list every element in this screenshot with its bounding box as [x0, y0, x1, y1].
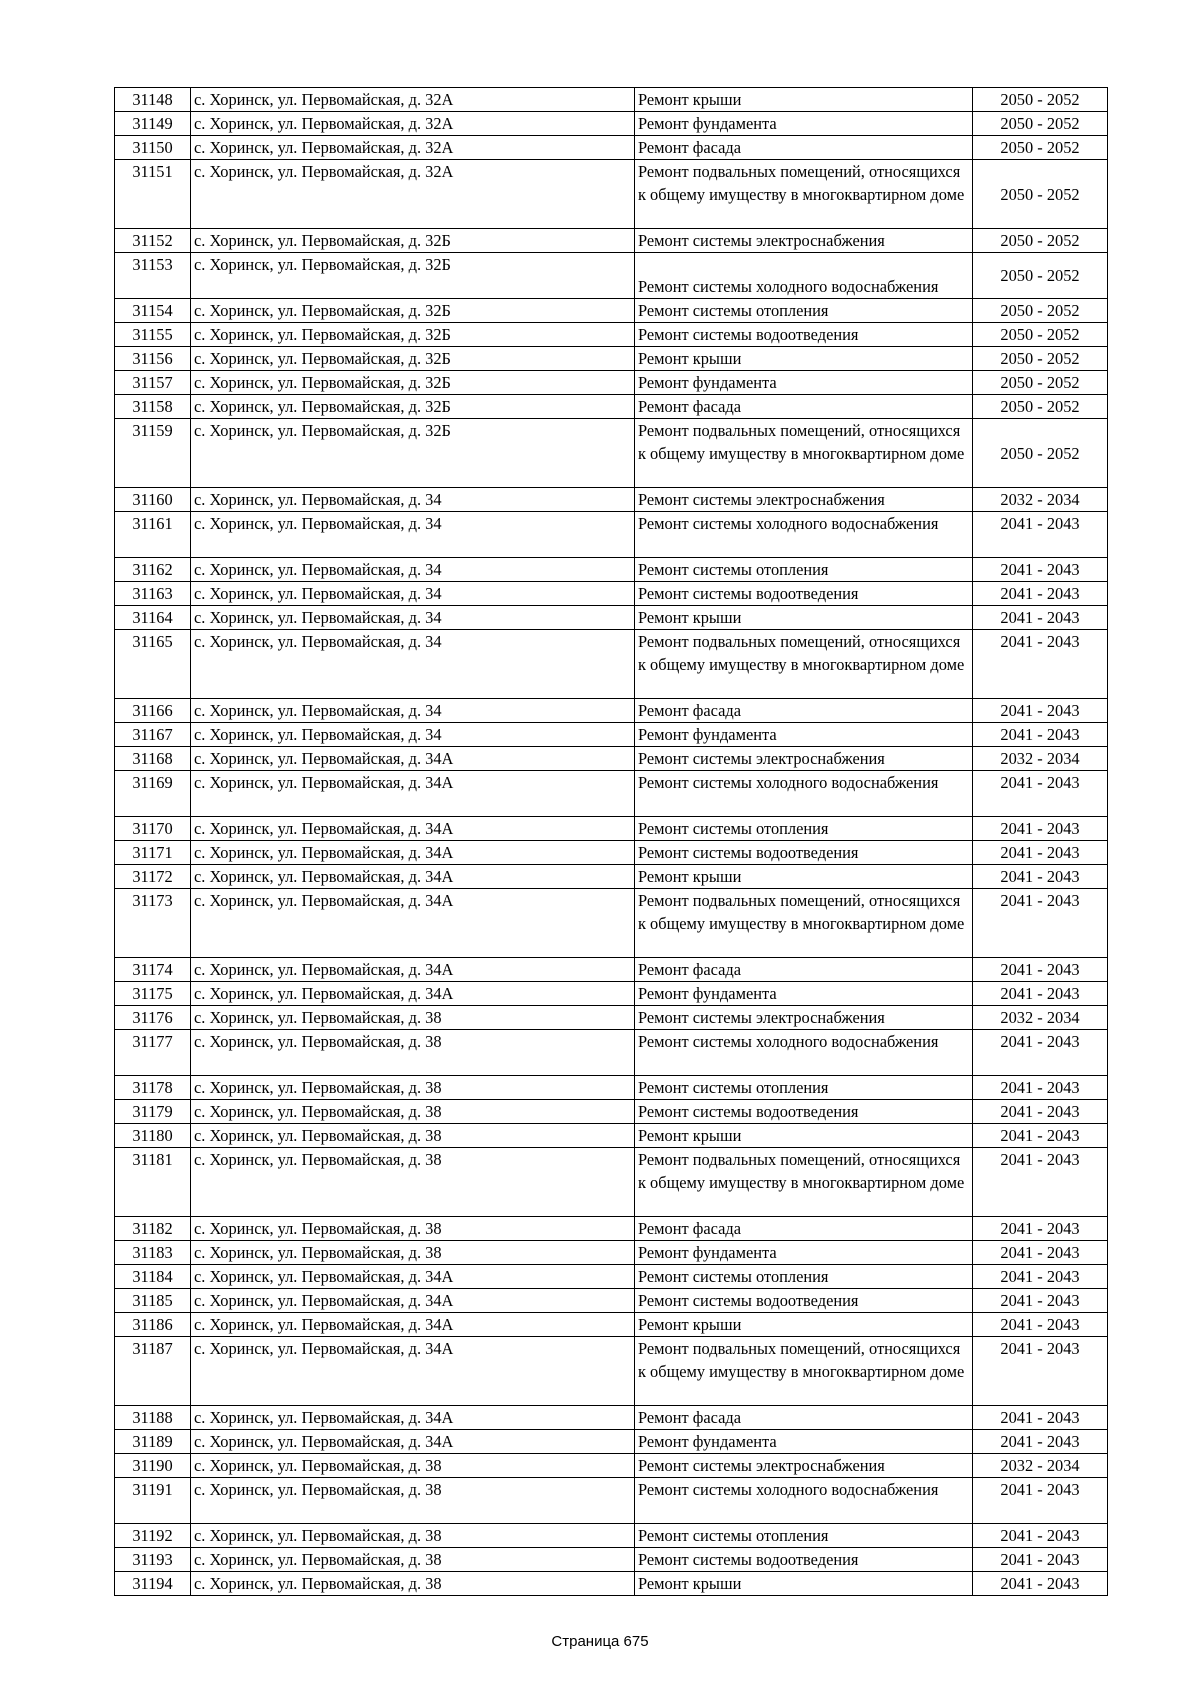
row-number-cell: 31176 [115, 1006, 191, 1030]
period-cell: 2032 - 2034 [973, 1454, 1108, 1478]
table-row [115, 723, 1108, 747]
table-row [115, 299, 1108, 323]
table-row [115, 1406, 1108, 1430]
work-type-cell: Ремонт подвальных помещений, относящихся к общему имуществу в многоквартирном доме [635, 160, 973, 229]
work-type-cell: Ремонт системы отопления [635, 817, 973, 841]
work-type-cell: Ремонт системы электроснабжения [635, 488, 973, 512]
address-cell: с. Хоринск, ул. Первомайская, д. 34 [191, 723, 635, 747]
work-type-cell: Ремонт фасада [635, 395, 973, 419]
row-number-cell: 31182 [115, 1217, 191, 1241]
row-number-cell: 31164 [115, 606, 191, 630]
address-cell: с. Хоринск, ул. Первомайская, д. 32Б [191, 299, 635, 323]
period-cell: 2041 - 2043 [973, 1572, 1108, 1596]
address-cell: с. Хоринск, ул. Первомайская, д. 34 [191, 512, 635, 558]
work-type-cell: Ремонт подвальных помещений, относящихся к общему имуществу в многоквартирном доме [635, 1148, 973, 1217]
address-cell: с. Хоринск, ул. Первомайская, д. 32Б [191, 323, 635, 347]
address-cell: с. Хоринск, ул. Первомайская, д. 34А [191, 1406, 635, 1430]
row-number-cell: 31189 [115, 1430, 191, 1454]
table-row [115, 419, 1108, 488]
period-cell: 2050 - 2052 [973, 112, 1108, 136]
row-number-cell: 31156 [115, 347, 191, 371]
row-number-cell: 31148 [115, 88, 191, 112]
table-row [115, 1524, 1108, 1548]
work-type-cell: Ремонт крыши [635, 606, 973, 630]
repair-schedule-body [115, 88, 1108, 1596]
period-cell: 2041 - 2043 [973, 771, 1108, 817]
table-row [115, 558, 1108, 582]
period-cell: 2041 - 2043 [973, 1524, 1108, 1548]
period-cell: 2041 - 2043 [973, 1100, 1108, 1124]
address-cell: с. Хоринск, ул. Первомайская, д. 38 [191, 1030, 635, 1076]
period-cell: 2032 - 2034 [973, 747, 1108, 771]
row-number-cell: 31168 [115, 747, 191, 771]
period-cell: 2041 - 2043 [973, 1406, 1108, 1430]
period-cell: 2050 - 2052 [973, 160, 1108, 229]
period-cell: 2041 - 2043 [973, 841, 1108, 865]
table-row [115, 1030, 1108, 1076]
address-cell: с. Хоринск, ул. Первомайская, д. 32А [191, 88, 635, 112]
work-type-cell: Ремонт системы отопления [635, 1076, 973, 1100]
table-row [115, 512, 1108, 558]
row-number-cell: 31173 [115, 889, 191, 958]
row-number-cell: 31165 [115, 630, 191, 699]
address-cell: с. Хоринск, ул. Первомайская, д. 38 [191, 1217, 635, 1241]
work-type-cell: Ремонт фасада [635, 136, 973, 160]
work-type-cell: Ремонт фундамента [635, 982, 973, 1006]
work-type-cell: Ремонт системы водоотведения [635, 1289, 973, 1313]
period-cell: 2041 - 2043 [973, 558, 1108, 582]
row-number-cell: 31163 [115, 582, 191, 606]
period-cell: 2041 - 2043 [973, 1241, 1108, 1265]
row-number-cell: 31184 [115, 1265, 191, 1289]
table-row [115, 136, 1108, 160]
row-number-cell: 31193 [115, 1548, 191, 1572]
row-number-cell: 31178 [115, 1076, 191, 1100]
row-number-cell: 31153 [115, 253, 191, 299]
address-cell: с. Хоринск, ул. Первомайская, д. 32Б [191, 395, 635, 419]
period-cell: 2041 - 2043 [973, 1076, 1108, 1100]
address-cell: с. Хоринск, ул. Первомайская, д. 38 [191, 1100, 635, 1124]
row-number-cell: 31180 [115, 1124, 191, 1148]
address-cell: с. Хоринск, ул. Первомайская, д. 34А [191, 958, 635, 982]
row-number-cell: 31175 [115, 982, 191, 1006]
period-cell: 2041 - 2043 [973, 1430, 1108, 1454]
table-row [115, 229, 1108, 253]
period-cell: 2050 - 2052 [973, 136, 1108, 160]
period-cell: 2041 - 2043 [973, 1217, 1108, 1241]
row-number-cell: 31179 [115, 1100, 191, 1124]
work-type-cell: Ремонт системы водоотведения [635, 582, 973, 606]
address-cell: с. Хоринск, ул. Первомайская, д. 38 [191, 1572, 635, 1596]
period-cell: 2041 - 2043 [973, 1548, 1108, 1572]
table-row [115, 1478, 1108, 1524]
work-type-cell: Ремонт системы электроснабжения [635, 229, 973, 253]
address-cell: с. Хоринск, ул. Первомайская, д. 34А [191, 771, 635, 817]
period-cell: 2041 - 2043 [973, 582, 1108, 606]
table-row [115, 630, 1108, 699]
address-cell: с. Хоринск, ул. Первомайская, д. 34 [191, 582, 635, 606]
table-row [115, 606, 1108, 630]
table-row [115, 865, 1108, 889]
address-cell: с. Хоринск, ул. Первомайская, д. 38 [191, 1524, 635, 1548]
period-cell: 2041 - 2043 [973, 1313, 1108, 1337]
row-number-cell: 31190 [115, 1454, 191, 1478]
period-cell: 2050 - 2052 [973, 419, 1108, 488]
address-cell: с. Хоринск, ул. Первомайская, д. 38 [191, 1241, 635, 1265]
row-number-cell: 31166 [115, 699, 191, 723]
work-type-cell: Ремонт фасада [635, 958, 973, 982]
work-type-cell: Ремонт подвальных помещений, относящихся к общему имуществу в многоквартирном доме [635, 1337, 973, 1406]
period-cell: 2041 - 2043 [973, 1148, 1108, 1217]
work-type-cell: Ремонт системы холодного водоснабжения [635, 1030, 973, 1076]
work-type-cell: Ремонт фундамента [635, 371, 973, 395]
table-row [115, 1217, 1108, 1241]
work-type-cell: Ремонт системы отопления [635, 1524, 973, 1548]
work-type-cell: Ремонт системы электроснабжения [635, 1454, 973, 1478]
work-type-cell: Ремонт подвальных помещений, относящихся к общему имуществу в многоквартирном доме [635, 419, 973, 488]
table-row [115, 841, 1108, 865]
row-number-cell: 31151 [115, 160, 191, 229]
period-cell: 2041 - 2043 [973, 817, 1108, 841]
address-cell: с. Хоринск, ул. Первомайская, д. 38 [191, 1478, 635, 1524]
work-type-cell: Ремонт подвальных помещений, относящихся к общему имуществу в многоквартирном доме [635, 630, 973, 699]
row-number-cell: 31159 [115, 419, 191, 488]
period-cell: 2041 - 2043 [973, 1124, 1108, 1148]
row-number-cell: 31152 [115, 229, 191, 253]
table-row [115, 1430, 1108, 1454]
table-row [115, 1265, 1108, 1289]
row-number-cell: 31194 [115, 1572, 191, 1596]
address-cell: с. Хоринск, ул. Первомайская, д. 34 [191, 488, 635, 512]
table-row [115, 395, 1108, 419]
address-cell: с. Хоринск, ул. Первомайская, д. 32А [191, 136, 635, 160]
row-number-cell: 31172 [115, 865, 191, 889]
row-number-cell: 31170 [115, 817, 191, 841]
repair-schedule-table [114, 87, 1108, 1596]
row-number-cell: 31191 [115, 1478, 191, 1524]
table-row [115, 1454, 1108, 1478]
address-cell: с. Хоринск, ул. Первомайская, д. 32А [191, 112, 635, 136]
table-row [115, 88, 1108, 112]
period-cell: 2041 - 2043 [973, 606, 1108, 630]
row-number-cell: 31167 [115, 723, 191, 747]
work-type-cell: Ремонт фасада [635, 699, 973, 723]
address-cell: с. Хоринск, ул. Первомайская, д. 38 [191, 1006, 635, 1030]
address-cell: с. Хоринск, ул. Первомайская, д. 32А [191, 160, 635, 229]
address-cell: с. Хоринск, ул. Первомайская, д. 34 [191, 699, 635, 723]
period-cell: 2050 - 2052 [973, 395, 1108, 419]
row-number-cell: 31186 [115, 1313, 191, 1337]
period-cell: 2050 - 2052 [973, 229, 1108, 253]
row-number-cell: 31150 [115, 136, 191, 160]
row-number-cell: 31174 [115, 958, 191, 982]
period-cell: 2050 - 2052 [973, 88, 1108, 112]
row-number-cell: 31171 [115, 841, 191, 865]
row-number-cell: 31155 [115, 323, 191, 347]
address-cell: с. Хоринск, ул. Первомайская, д. 32Б [191, 253, 635, 299]
table-row [115, 1100, 1108, 1124]
work-type-cell: Ремонт системы отопления [635, 299, 973, 323]
table-row [115, 1337, 1108, 1406]
address-cell: с. Хоринск, ул. Первомайская, д. 34А [191, 889, 635, 958]
table-row [115, 1289, 1108, 1313]
row-number-cell: 31169 [115, 771, 191, 817]
table-row [115, 253, 1108, 299]
table-row [115, 1241, 1108, 1265]
work-type-cell: Ремонт системы электроснабжения [635, 747, 973, 771]
table-row [115, 371, 1108, 395]
period-cell: 2041 - 2043 [973, 958, 1108, 982]
table-row [115, 747, 1108, 771]
address-cell: с. Хоринск, ул. Первомайская, д. 32Б [191, 419, 635, 488]
period-cell: 2032 - 2034 [973, 1006, 1108, 1030]
work-type-cell: Ремонт системы холодного водоснабжения [635, 1478, 973, 1524]
table-row [115, 699, 1108, 723]
address-cell: с. Хоринск, ул. Первомайская, д. 34А [191, 1337, 635, 1406]
period-cell: 2050 - 2052 [973, 371, 1108, 395]
row-number-cell: 31149 [115, 112, 191, 136]
period-cell: 2041 - 2043 [973, 699, 1108, 723]
address-cell: с. Хоринск, ул. Первомайская, д. 32Б [191, 347, 635, 371]
period-cell: 2041 - 2043 [973, 982, 1108, 1006]
period-cell: 2032 - 2034 [973, 488, 1108, 512]
row-number-cell: 31154 [115, 299, 191, 323]
table-row [115, 1148, 1108, 1217]
period-cell: 2041 - 2043 [973, 1337, 1108, 1406]
period-cell: 2041 - 2043 [973, 1030, 1108, 1076]
table-row [115, 1124, 1108, 1148]
address-cell: с. Хоринск, ул. Первомайская, д. 38 [191, 1124, 635, 1148]
table-row [115, 1076, 1108, 1100]
row-number-cell: 31181 [115, 1148, 191, 1217]
table-row [115, 1006, 1108, 1030]
row-number-cell: 31185 [115, 1289, 191, 1313]
table-row [115, 1548, 1108, 1572]
table-row [115, 160, 1108, 229]
work-type-cell: Ремонт системы водоотведения [635, 323, 973, 347]
table-row [115, 347, 1108, 371]
row-number-cell: 31161 [115, 512, 191, 558]
work-type-cell: Ремонт крыши [635, 1313, 973, 1337]
table-row [115, 1313, 1108, 1337]
work-type-cell: Ремонт системы холодного водоснабжения [635, 771, 973, 817]
work-type-cell: Ремонт системы отопления [635, 558, 973, 582]
work-type-cell: Ремонт системы водоотведения [635, 1548, 973, 1572]
period-cell: 2041 - 2043 [973, 1478, 1108, 1524]
address-cell: с. Хоринск, ул. Первомайская, д. 34 [191, 630, 635, 699]
work-type-cell: Ремонт системы водоотведения [635, 1100, 973, 1124]
address-cell: с. Хоринск, ул. Первомайская, д. 34А [191, 1430, 635, 1454]
row-number-cell: 31192 [115, 1524, 191, 1548]
period-cell: 2041 - 2043 [973, 512, 1108, 558]
row-number-cell: 31188 [115, 1406, 191, 1430]
period-cell: 2050 - 2052 [973, 323, 1108, 347]
address-cell: с. Хоринск, ул. Первомайская, д. 38 [191, 1548, 635, 1572]
work-type-cell: Ремонт фундамента [635, 1430, 973, 1454]
address-cell: с. Хоринск, ул. Первомайская, д. 34А [191, 865, 635, 889]
table-row [115, 889, 1108, 958]
work-type-cell: Ремонт системы отопления [635, 1265, 973, 1289]
table-row [115, 817, 1108, 841]
table-row [115, 958, 1108, 982]
work-type-cell: Ремонт подвальных помещений, относящихся к общему имуществу в многоквартирном доме [635, 889, 973, 958]
address-cell: с. Хоринск, ул. Первомайская, д. 34А [191, 841, 635, 865]
row-number-cell: 31157 [115, 371, 191, 395]
period-cell: 2050 - 2052 [973, 347, 1108, 371]
work-type-cell: Ремонт фасада [635, 1217, 973, 1241]
table-row [115, 112, 1108, 136]
period-cell: 2041 - 2043 [973, 630, 1108, 699]
row-number-cell: 31183 [115, 1241, 191, 1265]
row-number-cell: 31158 [115, 395, 191, 419]
page-number: Страница 675 [551, 1633, 649, 1650]
address-cell: с. Хоринск, ул. Первомайская, д. 34А [191, 1265, 635, 1289]
period-cell: 2050 - 2052 [973, 253, 1108, 299]
address-cell: с. Хоринск, ул. Первомайская, д. 34А [191, 982, 635, 1006]
table-row [115, 582, 1108, 606]
table-row [115, 771, 1108, 817]
row-number-cell: 31160 [115, 488, 191, 512]
address-cell: с. Хоринск, ул. Первомайская, д. 38 [191, 1148, 635, 1217]
address-cell: с. Хоринск, ул. Первомайская, д. 34 [191, 558, 635, 582]
address-cell: с. Хоринск, ул. Первомайская, д. 32Б [191, 229, 635, 253]
period-cell: 2041 - 2043 [973, 723, 1108, 747]
work-type-cell: Ремонт фасада [635, 1406, 973, 1430]
work-type-cell: Ремонт крыши [635, 1572, 973, 1596]
address-cell: с. Хоринск, ул. Первомайская, д. 34А [191, 1313, 635, 1337]
work-type-cell: Ремонт системы электроснабжения [635, 1006, 973, 1030]
period-cell: 2041 - 2043 [973, 1265, 1108, 1289]
row-number-cell: 31187 [115, 1337, 191, 1406]
address-cell: с. Хоринск, ул. Первомайская, д. 32Б [191, 371, 635, 395]
work-type-cell: Ремонт крыши [635, 88, 973, 112]
row-number-cell: 31162 [115, 558, 191, 582]
work-type-cell: Ремонт крыши [635, 865, 973, 889]
table-row [115, 323, 1108, 347]
table-row [115, 488, 1108, 512]
address-cell: с. Хоринск, ул. Первомайская, д. 38 [191, 1454, 635, 1478]
table-row [115, 982, 1108, 1006]
work-type-cell: Ремонт фундамента [635, 723, 973, 747]
work-type-cell: Ремонт фундамента [635, 1241, 973, 1265]
period-cell: 2050 - 2052 [973, 299, 1108, 323]
work-type-cell: Ремонт системы холодного водоснабжения [635, 512, 973, 558]
work-type-cell: Ремонт крыши [635, 1124, 973, 1148]
work-type-cell: Ремонт фундамента [635, 112, 973, 136]
work-type-cell: Ремонт крыши [635, 347, 973, 371]
period-cell: 2041 - 2043 [973, 889, 1108, 958]
period-cell: 2041 - 2043 [973, 1289, 1108, 1313]
address-cell: с. Хоринск, ул. Первомайская, д. 34А [191, 747, 635, 771]
table-row [115, 1572, 1108, 1596]
address-cell: с. Хоринск, ул. Первомайская, д. 34 [191, 606, 635, 630]
row-number-cell: 31177 [115, 1030, 191, 1076]
address-cell: с. Хоринск, ул. Первомайская, д. 34А [191, 1289, 635, 1313]
work-type-cell: Ремонт системы холодного водоснабжения [635, 253, 973, 299]
address-cell: с. Хоринск, ул. Первомайская, д. 34А [191, 817, 635, 841]
address-cell: с. Хоринск, ул. Первомайская, д. 38 [191, 1076, 635, 1100]
period-cell: 2041 - 2043 [973, 865, 1108, 889]
work-type-cell: Ремонт системы водоотведения [635, 841, 973, 865]
